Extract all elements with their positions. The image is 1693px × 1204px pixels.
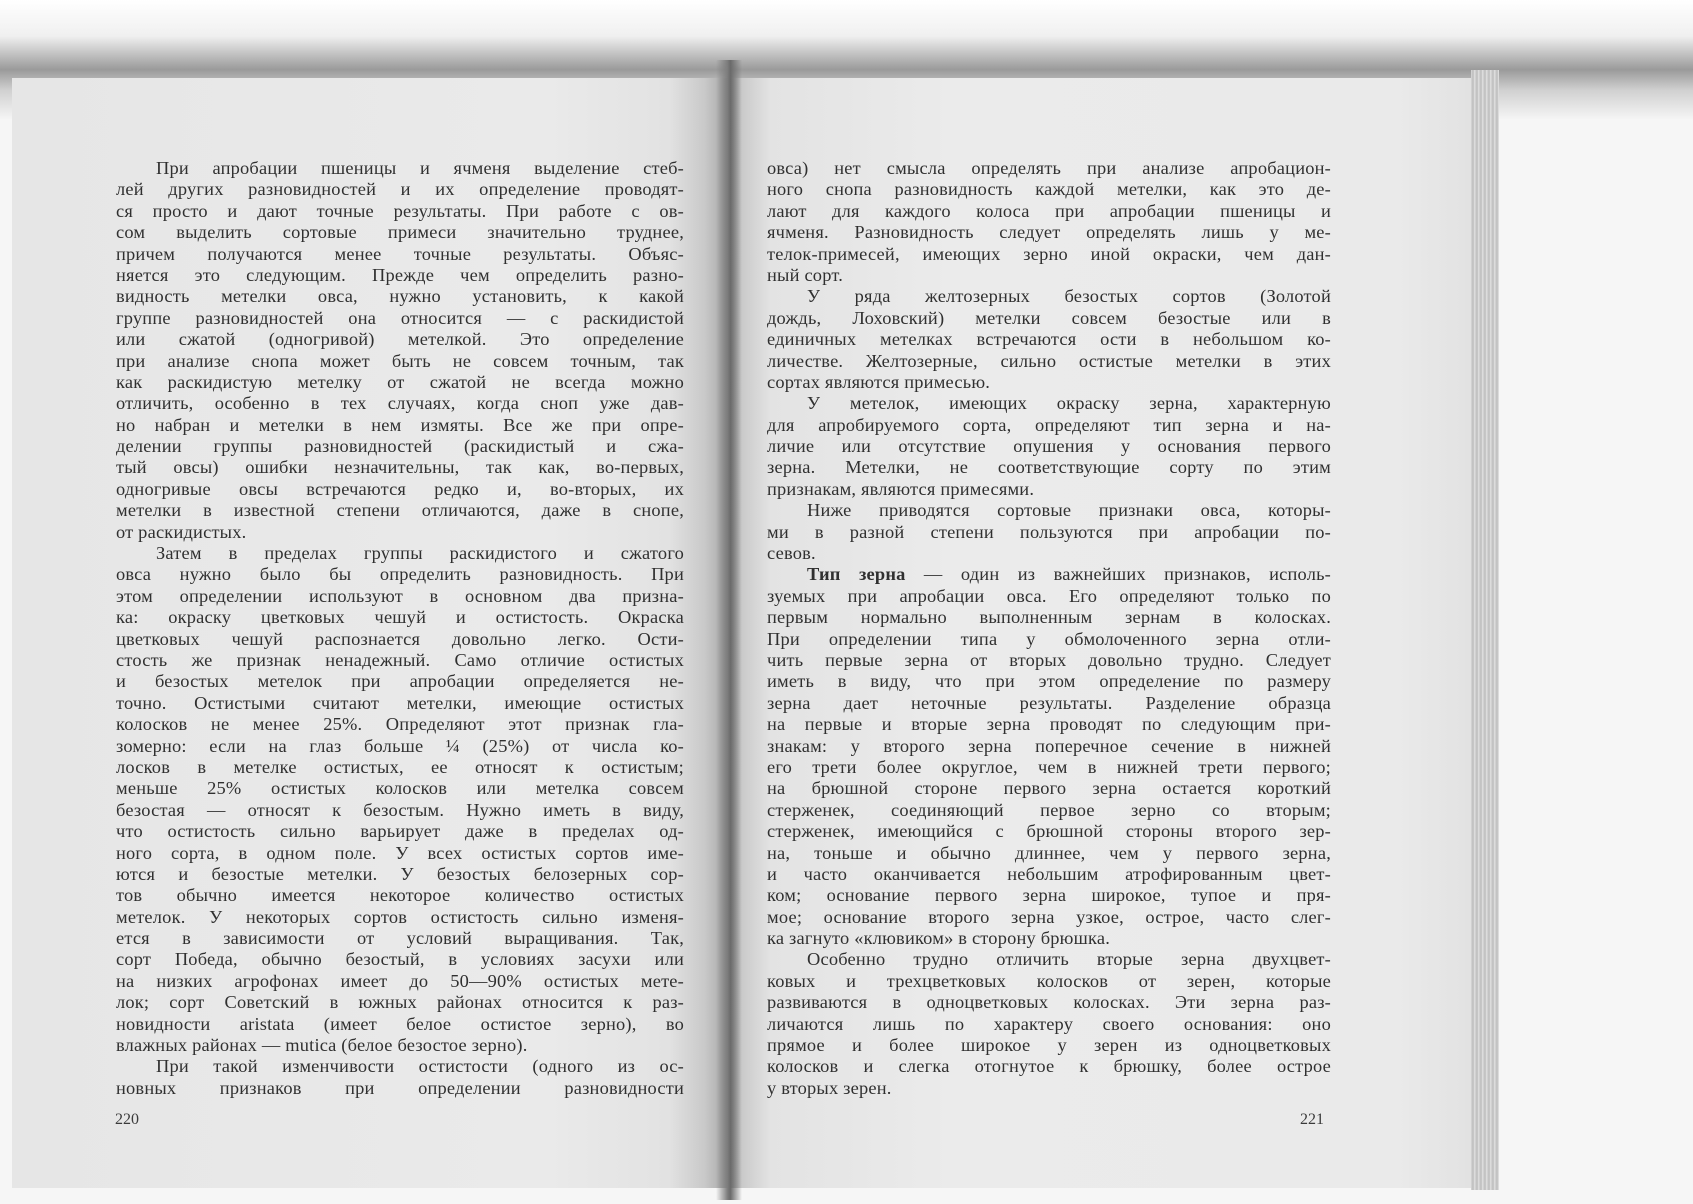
text-line bbox=[116, 885, 684, 906]
text-line-content: ковых и трехцветковых колосков от зерен, которые bbox=[767, 970, 1331, 991]
text-line bbox=[767, 1014, 1331, 1035]
text-line-content: лосков в метелке остистых, ее относят к остистым; bbox=[116, 756, 684, 777]
text-line bbox=[767, 244, 1331, 265]
text-line-content: сортах являются примесью. bbox=[767, 371, 991, 392]
text-line bbox=[767, 329, 1331, 350]
text-line-content: делении группы разновидностей (раскидистый и сжа- bbox=[116, 436, 684, 457]
right-page-number: 221 bbox=[1300, 1111, 1324, 1128]
text-line-content: как раскидистую метелку от сжатой не всегда можно bbox=[116, 371, 684, 392]
text-line bbox=[767, 415, 1331, 436]
text-line bbox=[116, 1035, 684, 1056]
text-line bbox=[116, 457, 684, 478]
text-line-content: одногривые овсы встречаются редко и, во-вторых, их bbox=[116, 478, 684, 499]
text-line bbox=[767, 564, 1331, 585]
text-line-content: на брюшной стороне первого зерна остается короткий bbox=[767, 778, 1331, 799]
text-line bbox=[116, 415, 684, 436]
text-line bbox=[116, 436, 684, 457]
text-line bbox=[767, 800, 1331, 821]
text-line-content: сорт Победа, обычно безостый, в условиях засухи или bbox=[116, 949, 684, 970]
text-line-content: этом определении используют в основном два призна- bbox=[116, 585, 684, 606]
text-line bbox=[116, 201, 684, 222]
text-line bbox=[767, 372, 1331, 393]
text-line bbox=[116, 971, 684, 992]
text-line-content: ного сорта, в одном поле. У всех остистых сортов име- bbox=[116, 842, 684, 863]
text-line bbox=[767, 1056, 1331, 1077]
text-line bbox=[767, 201, 1331, 222]
text-line bbox=[767, 650, 1331, 671]
text-line bbox=[116, 650, 684, 671]
text-line bbox=[767, 949, 1331, 970]
text-line-content: чить первые зерна от вторых довольно трудно. Следует bbox=[767, 649, 1331, 670]
page-stack-edge bbox=[1471, 70, 1499, 1190]
text-line bbox=[116, 244, 684, 265]
text-line bbox=[767, 393, 1331, 414]
text-line bbox=[767, 821, 1331, 842]
text-line bbox=[767, 907, 1331, 928]
text-line bbox=[116, 800, 684, 821]
text-line bbox=[116, 928, 684, 949]
text-line-content: ся просто и дают точные результаты. При работе с ов- bbox=[116, 200, 684, 221]
text-line bbox=[116, 778, 684, 799]
text-line-content: новидности aristata (имеет белое остистое зерно), во bbox=[116, 1013, 684, 1034]
text-line-content: от раскидистых. bbox=[116, 521, 247, 542]
text-line bbox=[767, 843, 1331, 864]
text-line bbox=[116, 714, 684, 735]
text-line bbox=[767, 1078, 1331, 1099]
text-line bbox=[767, 928, 1331, 949]
text-line-content: развиваются в одноцветковых колосках. Эти зерна раз- bbox=[767, 992, 1331, 1013]
text-line bbox=[116, 158, 684, 179]
text-line bbox=[767, 457, 1331, 478]
text-line-content: овса нужно было бы определить разновидность. При bbox=[116, 564, 684, 585]
text-line bbox=[767, 693, 1331, 714]
text-line-content: личие или отсутствие опушения у основания первого bbox=[767, 436, 1331, 457]
text-line bbox=[767, 522, 1331, 543]
text-line bbox=[116, 564, 684, 585]
text-line bbox=[116, 949, 684, 970]
text-line bbox=[116, 693, 684, 714]
text-line bbox=[116, 179, 684, 200]
text-line-content: у вторых зерен. bbox=[767, 1077, 892, 1098]
text-line-content: единичных метелках встречаются ости в небольшом ко- bbox=[767, 329, 1331, 350]
text-line-content: При такой изменчивости остистости (одного из ос- bbox=[156, 1056, 684, 1077]
text-line-content: тый овсы) ошибки незначительны, так как, во-первых, bbox=[116, 457, 684, 478]
text-line-content: ется в зависимости от условий выращивания. Так, bbox=[116, 928, 684, 949]
text-line bbox=[116, 864, 684, 885]
text-line-content: на, тоньше и обычно длиннее, чем у первого зерна, bbox=[767, 842, 1331, 863]
text-line-content: на первые и вторые зерна проводят по следующим при- bbox=[767, 714, 1331, 735]
text-line bbox=[116, 757, 684, 778]
bold-term: Тип зерна bbox=[807, 564, 924, 585]
text-line bbox=[767, 286, 1331, 307]
text-line bbox=[767, 479, 1331, 500]
text-line-content: зерна дает неточные результаты. Разделение образца bbox=[767, 692, 1331, 713]
text-line bbox=[116, 607, 684, 628]
text-line-content: При определении типа у обмолоченного зерна отли- bbox=[767, 628, 1331, 649]
text-line-content: ка: окраску цветковых чешуй и остистость. Окраска bbox=[116, 607, 684, 628]
text-line bbox=[767, 158, 1331, 179]
text-line-content: ми в разной степени пользуются при апробации по- bbox=[767, 521, 1331, 542]
text-line bbox=[767, 500, 1331, 521]
text-line-content: что остистость сильно варьирует даже в пределах од- bbox=[116, 821, 684, 842]
text-line bbox=[767, 971, 1331, 992]
text-line bbox=[767, 308, 1331, 329]
text-line bbox=[767, 736, 1331, 757]
text-line bbox=[767, 222, 1331, 243]
text-line-content: на низких агрофонах имеет до 50—90% остистых мете- bbox=[116, 970, 684, 991]
text-line bbox=[116, 543, 684, 564]
text-line-content: цветковых чешуй распознается довольно легко. Ости- bbox=[116, 628, 684, 649]
text-line-content: признакам, являются примесями. bbox=[767, 478, 1035, 499]
text-line bbox=[116, 736, 684, 757]
text-line-content: ком; основание первого зерна широкое, тупое и пря- bbox=[767, 885, 1331, 906]
text-line-content: няется это следующим. Прежде чем определить разно- bbox=[116, 264, 684, 285]
text-line-content: при анализе снопа может быть не совсем точным, так bbox=[116, 350, 684, 371]
text-line-content: стость же признак ненадежный. Само отличие остистых bbox=[116, 649, 684, 670]
right-page-text bbox=[767, 158, 1331, 1099]
text-line-content: Особенно трудно отличить вторые зерна двухцвет- bbox=[807, 949, 1331, 970]
text-line-content: севов. bbox=[767, 543, 816, 564]
text-line bbox=[767, 543, 1331, 564]
left-page-number: 220 bbox=[115, 1111, 139, 1128]
text-line-content: или сжатой (одногривой) метелкой. Это определение bbox=[116, 329, 684, 350]
text-line-content: При апробации пшеницы и ячменя выделение стеб- bbox=[156, 158, 684, 178]
text-line bbox=[116, 393, 684, 414]
text-line-content: личаются лишь по характеру своего основания: оно bbox=[767, 1013, 1331, 1034]
text-line-content: стерженек, соединяющий первое зерно со вторым; bbox=[767, 799, 1331, 820]
text-line bbox=[767, 671, 1331, 692]
text-line bbox=[767, 351, 1331, 372]
text-line-content: ются и безостые метелки. У безостых белозерных сор- bbox=[116, 863, 684, 884]
text-line-content: но набран и метелки в нем измяты. Все же при опре- bbox=[116, 414, 684, 435]
text-line bbox=[767, 179, 1331, 200]
text-line-content: прямое и более широкое у зерен из одноцветковых bbox=[767, 1035, 1331, 1056]
text-line bbox=[767, 714, 1331, 735]
text-line-content: личестве. Желтозерные, сильно остистые метелки в этих bbox=[767, 350, 1331, 371]
text-line bbox=[116, 222, 684, 243]
text-line bbox=[116, 351, 684, 372]
text-line bbox=[116, 671, 684, 692]
text-line-content: зуемых при апробации овса. Его определяют только по bbox=[767, 585, 1331, 606]
text-line-content: лают для каждого колоса при апробации пшеницы и bbox=[767, 200, 1331, 221]
text-line bbox=[116, 329, 684, 350]
text-line bbox=[116, 586, 684, 607]
text-line-content: мое; основание второго зерна узкое, острое, часто слег- bbox=[767, 906, 1331, 927]
text-line-content: лок; сорт Советский в южных районах относится к раз- bbox=[116, 992, 684, 1013]
text-line-content: стерженек, имеющийся с брюшной стороны второго зер- bbox=[767, 821, 1331, 842]
text-line-content: и безостых метелок при апробации определяется не- bbox=[116, 671, 684, 692]
text-line-content: меньше 25% остистых колосков или метелка совсем bbox=[116, 778, 684, 799]
text-line-content: зерна. Метелки, не соответствующие сорту по этим bbox=[767, 457, 1331, 478]
book-gutter bbox=[716, 60, 742, 1200]
text-line-content: тов обычно имеется некоторое количество остистых bbox=[116, 885, 684, 906]
text-line-content: группе разновидностей она относится — с раскидистой bbox=[116, 307, 684, 328]
text-line-content: метелки в известной степени отличаются, даже в снопе, bbox=[116, 500, 684, 521]
text-line bbox=[116, 522, 684, 543]
text-line-content: отличить, особенно в тех случаях, когда сноп уже дав- bbox=[116, 393, 684, 414]
text-line-content: ного снопа разновидность каждой метелки, как это де- bbox=[767, 179, 1331, 200]
text-line-content: видность метелки овса, нужно установить, к какой bbox=[116, 286, 684, 307]
text-line-content: Затем в пределах группы раскидистого и сжатого bbox=[156, 543, 684, 564]
text-line-content: влажных районах — mutica (белое безостое зерно). bbox=[116, 1035, 528, 1056]
text-line bbox=[767, 757, 1331, 778]
text-line-content: иметь в виду, что при этом определение по размеру bbox=[767, 671, 1331, 692]
text-line-content: колосков и слегка отогнутое к брюшку, более острое bbox=[767, 1056, 1331, 1077]
text-line-content: У ряда желтозерных безостых сортов (Золотой bbox=[807, 286, 1331, 307]
text-line-content: точно. Остистыми считают метелки, имеющие остистых bbox=[116, 692, 684, 713]
text-line-content: — один из важнейших признаков, исполь- bbox=[923, 564, 1331, 585]
text-line bbox=[767, 864, 1331, 885]
text-line bbox=[116, 479, 684, 500]
text-line-content: и часто оканчивается небольшим атрофированным цвет- bbox=[767, 863, 1331, 884]
text-line-content: новных признаков при определении разновидности bbox=[116, 1077, 684, 1098]
left-page-text bbox=[116, 158, 684, 1099]
text-line bbox=[116, 308, 684, 329]
text-line bbox=[116, 372, 684, 393]
text-line-content: ный сорт. bbox=[767, 264, 843, 285]
text-line bbox=[767, 885, 1331, 906]
text-line-content: его трети более округлое, чем в нижней трети первого; bbox=[767, 756, 1331, 777]
text-line bbox=[116, 992, 684, 1013]
text-line-content: овса) нет смысла определять при анализе апробацион- bbox=[767, 158, 1331, 178]
text-line bbox=[116, 821, 684, 842]
text-line bbox=[767, 607, 1331, 628]
text-line bbox=[767, 1035, 1331, 1056]
text-line bbox=[767, 265, 1331, 286]
text-line bbox=[116, 1014, 684, 1035]
text-line-content: ячменя. Разновидность следует определять лишь у ме- bbox=[767, 222, 1331, 243]
text-line bbox=[116, 265, 684, 286]
text-line bbox=[767, 436, 1331, 457]
text-line-content: дождь, Лоховский) метелки совсем безостые или в bbox=[767, 307, 1331, 328]
text-line-content: безостая — относят к безостым. Нужно иметь в виду, bbox=[116, 799, 684, 820]
text-line bbox=[116, 629, 684, 650]
text-line bbox=[767, 778, 1331, 799]
text-line-content: причем получаются менее точные результаты. Объяс- bbox=[116, 243, 684, 264]
text-line-content: Ниже приводятся сортовые признаки овса, которы- bbox=[807, 500, 1331, 521]
text-line bbox=[767, 992, 1331, 1013]
text-line-content: телок-примесей, имеющих зерно иной окраски, чем дан- bbox=[767, 243, 1331, 264]
text-line-content: зомерно: если на глаз больше ¼ (25%) от числа ко- bbox=[116, 735, 684, 756]
text-line-content: первым нормально выполненным зернам в колосках. bbox=[767, 607, 1331, 628]
text-line-content: ка загнуто «клювиком» в сторону брюшка. bbox=[767, 928, 1110, 949]
text-line-content: метелок. У некоторых сортов остистость сильно изменя- bbox=[116, 906, 684, 927]
text-line-content: лей других разновидностей и их определение проводят- bbox=[116, 179, 684, 200]
text-line-content: колосков не менее 25%. Определяют этот признак гла- bbox=[116, 714, 684, 735]
text-line bbox=[767, 586, 1331, 607]
text-line bbox=[116, 843, 684, 864]
text-line-content: знакам: у второго зерна поперечное сечение в нижней bbox=[767, 735, 1331, 756]
text-line bbox=[116, 907, 684, 928]
text-line bbox=[116, 1056, 684, 1077]
text-line bbox=[116, 500, 684, 521]
text-line bbox=[116, 286, 684, 307]
text-line bbox=[767, 629, 1331, 650]
text-line bbox=[116, 1078, 684, 1099]
text-line-content: сом выделить сортовые примеси значительно труднее, bbox=[116, 222, 684, 243]
text-line-content: для апробируемого сорта, определяют тип зерна и на- bbox=[767, 414, 1331, 435]
text-line-content: У метелок, имеющих окраску зерна, характерную bbox=[807, 393, 1331, 414]
